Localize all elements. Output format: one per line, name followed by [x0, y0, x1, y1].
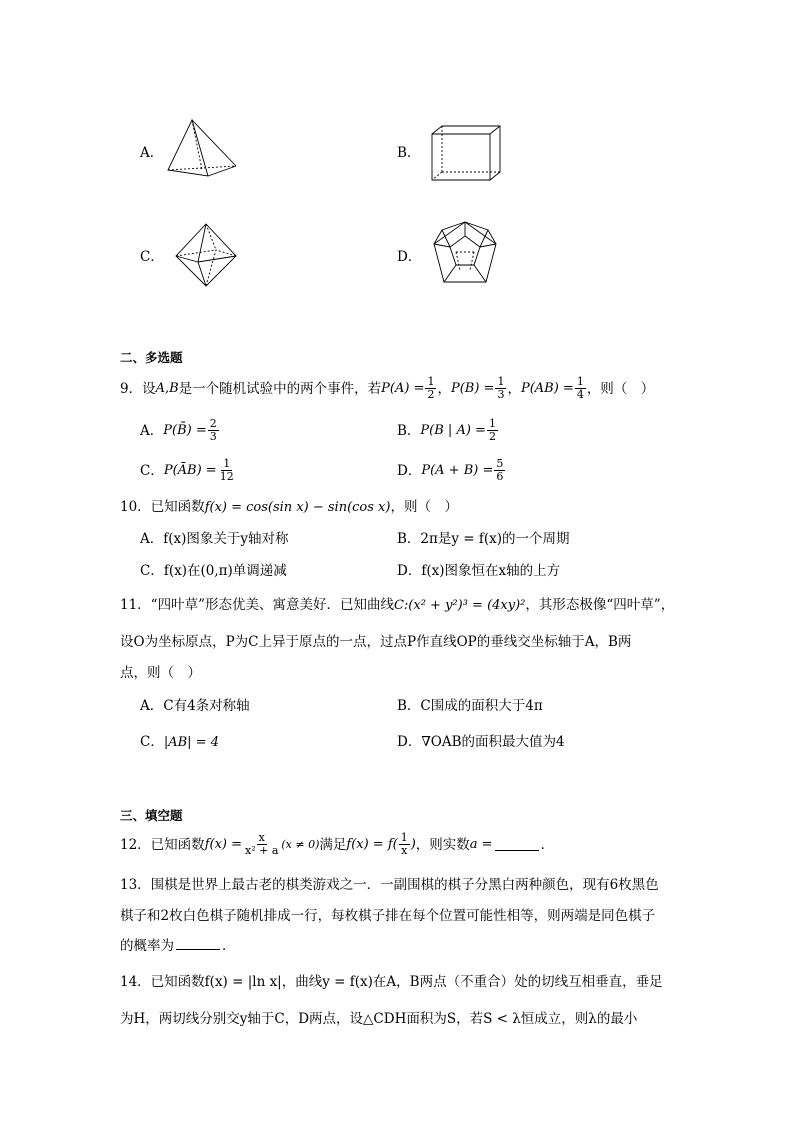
- option-b-label: B．: [397, 145, 421, 161]
- question-9-stem: 9．设 A,B 是一个随机试验中的两个事件，若 P(A) = $\frac{1}{2}$ ， P(B) = $\frac{1}{3}$ ， P(AB) = $\frac{1}{4}$ ，则（ ）: [120, 375, 655, 401]
- question-13-line-2: 棋子和2枚白色棋子随机排成一行，每枚棋子排在每个位置可能性相等，则两端是同色棋子: [120, 908, 656, 924]
- cube-figure: [430, 124, 502, 184]
- question-12-stem: 12．已知函数 f(x) = $\frac{x}{\text{x² + a}}$ (x ≠ 0) 满足 f(x) = f( $\frac{1}{x}$ ) ，则实数 a = ．: [120, 831, 555, 857]
- fraction: $\frac{1}{3}$: [497, 375, 505, 401]
- fraction: $\frac{2}{3}$: [209, 417, 217, 443]
- question-10-option-d[interactable]: D．f(x)图象恒在x轴的上方: [397, 563, 561, 579]
- question-14-line-2: 为H，两切线分别交y轴于C，D两点，设△CDH面积为S，若S < λ恒成立，则λ的最小: [120, 1011, 638, 1027]
- question-11-option-c[interactable]: C．|AB| = 4: [140, 734, 219, 750]
- question-9-option-a[interactable]: A． P(B̄) = $\frac{2}{3}$: [140, 417, 217, 443]
- question-10-option-b[interactable]: B．2π是y = f(x)的一个周期: [397, 531, 570, 547]
- question-13-line-1: 13．围棋是世界上最古老的棋类游戏之一．一副围棋的棋子分黑白两种颜色，现有6枚黑色: [120, 877, 659, 893]
- question-11-line-3: 点，则（ ）: [120, 665, 201, 681]
- question-11-option-d[interactable]: D．∇OAB的面积最大值为4: [397, 734, 565, 750]
- answer-blank[interactable]: [176, 937, 220, 950]
- fraction: $\frac{5}{6}$: [496, 457, 504, 483]
- question-10-option-a[interactable]: A．f(x)图象关于y轴对称: [140, 531, 289, 547]
- octahedron-figure: [170, 222, 242, 288]
- question-10-option-c[interactable]: C．f(x)在(0,π)单调递减: [140, 563, 287, 579]
- question-13-line-3: 的概率为 ．: [120, 938, 236, 954]
- dodecahedron-figure: [430, 220, 500, 290]
- fraction: $\frac{1}{2}$: [488, 417, 496, 443]
- question-11-option-a[interactable]: A．C有4条对称轴: [140, 698, 250, 714]
- fraction: $\frac{1}{12}$: [219, 457, 234, 483]
- question-9-option-c[interactable]: C． P(ĀB) = $\frac{1}{12}$: [140, 457, 234, 483]
- question-9-option-b[interactable]: B． P(B | A) = $\frac{1}{2}$: [397, 417, 496, 443]
- option-d-label: D．: [397, 249, 422, 265]
- question-14-line-1: 14．已知函数f(x) = |ln x|，曲线y = f(x)在A，B两点（不重合）处的切线互相垂直，垂足: [120, 974, 663, 990]
- tetrahedron-figure: [166, 118, 238, 184]
- option-c-label: C．: [140, 249, 164, 265]
- question-10-stem: 10．已知函数f(x) = cos(sin x) − sin(cos x)，则（ ）: [120, 499, 458, 515]
- fraction: $\frac{1}{x}$: [400, 831, 408, 857]
- question-11-line-1: 11．“四叶草”形态优美、寓意美好．已知曲线C:(x² + y²)³ = (4xy)²，其形态极像“四叶草”，: [120, 597, 675, 613]
- section-title-fill-in: 三、填空题: [120, 808, 183, 823]
- fraction: $\frac{1}{2}$: [427, 375, 435, 401]
- answer-blank[interactable]: [495, 838, 539, 851]
- section-title-multiple-choice: 二、多选题: [120, 350, 183, 365]
- question-9-option-d[interactable]: D． P(A + B) = $\frac{5}{6}$: [397, 457, 504, 483]
- fraction: $\frac{x}{\text{x² + a}}$: [245, 831, 279, 857]
- fraction: $\frac{1}{4}$: [576, 375, 584, 401]
- option-a-label: A．: [140, 145, 164, 161]
- question-11-option-b[interactable]: B．C围成的面积大于4π: [397, 698, 543, 714]
- question-11-line-2: 设O为坐标原点，P为C上异于原点的一点，过点P作直线OP的垂线交坐标轴于A，B两: [120, 634, 632, 650]
